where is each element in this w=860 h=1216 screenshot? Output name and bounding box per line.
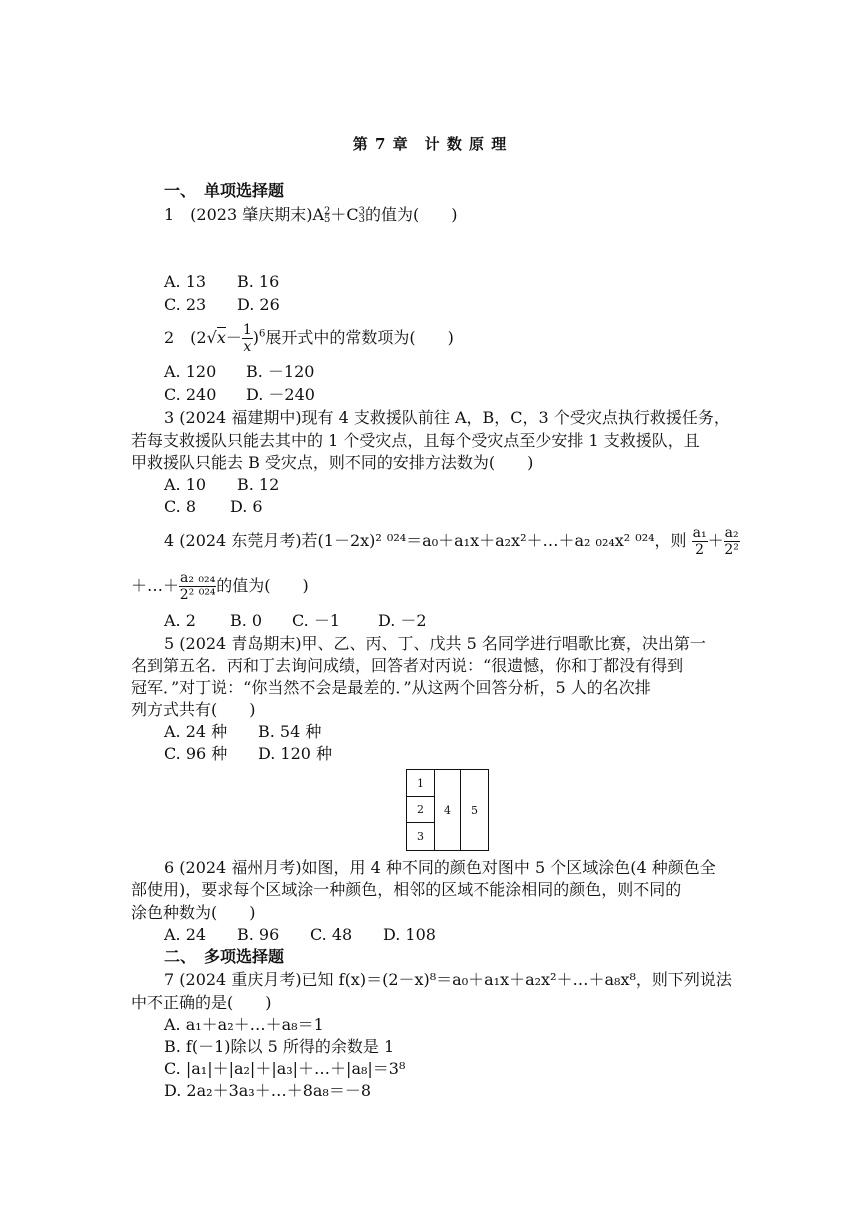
q2-fraction [242, 322, 253, 355]
q1-text-a: 1 (2023 肇庆期末)A [164, 205, 325, 224]
q1-option-a: A. 13 [164, 272, 207, 291]
question-7-line-2: 中不正确的是( ) [131, 993, 272, 1012]
question-3-line-3: 甲救援队只能去 B 受灾点，则不同的安排方法数为( ) [131, 453, 534, 472]
question-6-line-3: 涂色种数为( ) [131, 903, 256, 922]
region-4: 4 [435, 770, 461, 850]
q7-option-b: B. f(－1)除以 5 所得的余数是 1 [164, 1037, 395, 1056]
question-7-line-1: 7 (2024 重庆月考)已知 f(x)＝(2－x)⁸＝a₀＋a₁x＋a₂x²＋…＋a₈x⁸，则下列说法 [164, 970, 732, 989]
q2-option-b: B. －120 [246, 362, 315, 381]
q4-frac-3-num: a₂ ₀₂₄ [180, 570, 216, 586]
q4-text-1: 4 (2024 东莞月考)若(1－2x)² ⁰²⁴＝a₀＋a₁x＋a₂x²＋…＋a₂ ₀₂₄x² ⁰²⁴，则 [164, 531, 687, 550]
q4-frac-3-den: 2² ⁰²⁴ [179, 587, 216, 603]
q6-option-b: B. 96 [237, 925, 280, 944]
region-3: 3 [407, 823, 435, 850]
question-4-line-2 [131, 569, 309, 603]
q4-frac-1-den: 2 [695, 542, 705, 558]
q3-option-b: B. 12 [237, 475, 280, 494]
question-3-line-2: 若每支救援队只能去其中的 1 个受灾点，且每个受灾点至少安排 1 支救援队，且 [131, 431, 700, 450]
q2-frac-num: 1 [242, 322, 252, 338]
q1-sup1: 2 [324, 205, 331, 217]
q1-option-c: C. 23 [164, 295, 207, 314]
q5-option-d: D. 120 种 [258, 744, 333, 763]
question-6-line-1: 6 (2024 福州月考)如图，用 4 种不同的颜色对图中 5 个区域涂色(4 种颜色全 [164, 858, 716, 877]
section-heading-single-choice: 一、 单项选择题 [164, 181, 285, 200]
q1-sup2: 3 [358, 205, 366, 217]
section-heading-multiple-choice: 二、 多项选择题 [164, 947, 285, 966]
q5-option-c: C. 96 种 [164, 744, 228, 763]
q4-text-2a: ＋…＋ [131, 576, 180, 595]
q2-radicand: x [216, 328, 226, 347]
q4-option-d: D. －2 [378, 611, 427, 630]
q4-frac-2 [724, 525, 740, 558]
question-5-line-2: 名到第五名．丙和丁去询问成绩，回答者对丙说：“很遗憾，你和丁都没有得到 [131, 656, 684, 675]
question-5-line-3: 冠军．”对丁说：“你当然不会是最差的．”从这两个回答分析，5 人的名次排 [131, 678, 651, 697]
q6-option-a: A. 24 [164, 925, 207, 944]
region-figure [406, 769, 489, 851]
q4-text-2b: 的值为( ) [216, 576, 309, 595]
q4-option-c: C. －1 [292, 611, 341, 630]
q7-option-a: A. a₁＋a₂＋…＋a₈＝1 [164, 1015, 324, 1034]
q2-option-d: D. －240 [246, 385, 315, 404]
q4-option-b: B. 0 [230, 611, 263, 630]
q1-text-b: ＋C [330, 205, 359, 224]
q2-text-a: 2 (2 [164, 328, 207, 347]
question-2-stem [164, 322, 454, 355]
q4-frac-1-num: a₁ [692, 525, 707, 541]
q1-sub1: 5 [324, 213, 331, 225]
q2-text-e: 展开式中的常数项为( ) [265, 328, 454, 347]
question-5-line-4: 列方式共有( ) [131, 700, 256, 719]
q7-option-d: D. 2a₂＋3a₃＋…＋8a₈＝－8 [164, 1081, 372, 1100]
q3-option-a: A. 10 [164, 475, 207, 494]
q6-option-c: C. 48 [310, 925, 353, 944]
question-4-line-1 [164, 524, 740, 558]
q4-frac-2-num: a₂ [724, 525, 739, 541]
q2-option-c: C. 240 [164, 385, 217, 404]
q4-frac-2-den: 2² [724, 542, 739, 558]
chapter-title: 第 7 章 计 数 原 理 [352, 135, 508, 153]
question-6-line-2: 部使用)，要求每个区域涂一种颜色，相邻的区域不能涂相同的颜色，则不同的 [131, 880, 682, 899]
q2-option-a: A. 120 [164, 362, 217, 381]
sqrt-symbol: √ [206, 328, 217, 347]
region-2: 2 [407, 797, 435, 823]
region-5: 5 [471, 803, 478, 817]
q3-option-c: C. 8 [164, 497, 197, 516]
question-1-stem [164, 205, 458, 225]
q1-sub2: 3 [358, 213, 366, 225]
q3-option-d: D. 6 [230, 497, 263, 516]
q5-option-b: B. 54 种 [258, 722, 322, 741]
q1-option-d: D. 26 [237, 295, 280, 314]
q2-close-paren: ) [252, 328, 260, 347]
q4-frac-1 [692, 525, 708, 558]
q2-minus: － [225, 328, 242, 347]
region-1: 1 [407, 770, 435, 797]
q1-option-b: B. 16 [237, 272, 280, 291]
question-3-line-1: 3 (2024 福建期中)现有 4 支救援队前往 A，B，C，3 个受灾点执行救援任务， [164, 408, 730, 427]
question-5-line-1: 5 (2024 青岛期末)甲、乙、丙、丁、戊共 5 名同学进行唱歌比赛，决出第一 [164, 634, 706, 653]
q4-option-a: A. 2 [164, 611, 196, 630]
q7-option-c: C. |a₁|＋|a₂|＋|a₃|＋…＋|a₈|＝3⁸ [164, 1059, 406, 1078]
q6-option-d: D. 108 [383, 925, 436, 944]
q5-option-a: A. 24 种 [164, 722, 228, 741]
q4-plus: ＋ [707, 531, 724, 550]
q1-text-c: 的值为( ) [365, 205, 458, 224]
q4-frac-3 [179, 570, 216, 603]
q2-exponent: 6 [259, 328, 266, 340]
q2-frac-den: x [243, 339, 252, 355]
